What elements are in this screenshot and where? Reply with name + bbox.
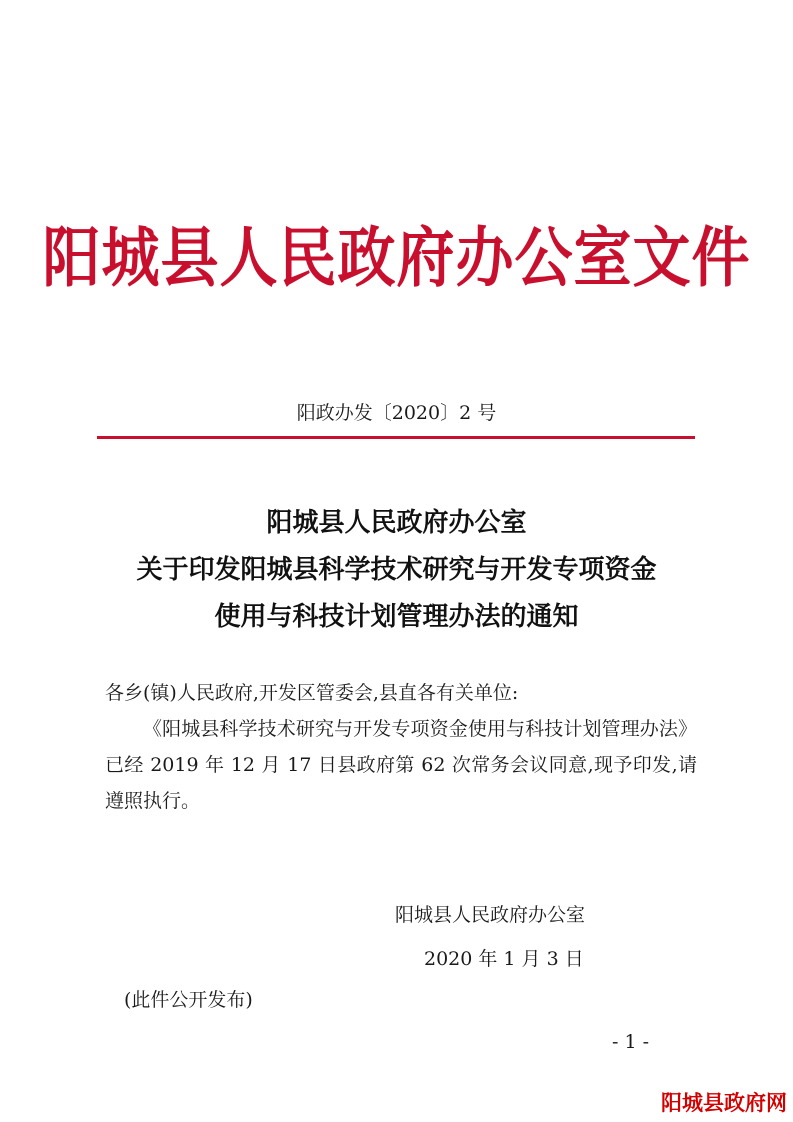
signing-office: 阳城县人民政府办公室 — [395, 904, 586, 926]
page-number: - 1 - — [612, 1031, 650, 1053]
red-divider-line — [97, 436, 695, 439]
title-line-3: 使用与科技计划管理办法的通知 — [214, 602, 579, 632]
body-paragraph: 《阳城县科学技术研究与开发专项资金使用与科技计划管理办法》已经 2019 年 12 月 17 日县政府第 62 次常务会议同意,现予印发,请遵照执行。 — [105, 718, 697, 812]
notice-body — [105, 675, 697, 819]
site-watermark: 阳城县政府网 — [661, 1091, 787, 1115]
salutation: 各乡(镇)人民政府,开发区管委会,县直各有关单位: — [105, 682, 519, 704]
title-line-1: 阳城县人民政府办公室 — [266, 508, 527, 538]
signing-date: 2020 年 1 月 3 日 — [424, 948, 584, 970]
document-masthead: 阳城县人民政府办公室文件 — [42, 219, 751, 296]
document-number: 阳政办发〔2020〕2 号 — [296, 402, 497, 424]
disclosure-note: (此件公开发布) — [124, 989, 253, 1011]
title-line-2: 关于印发阳城县科学技术研究与开发专项资金 — [136, 555, 657, 585]
notice-title — [0, 500, 793, 641]
